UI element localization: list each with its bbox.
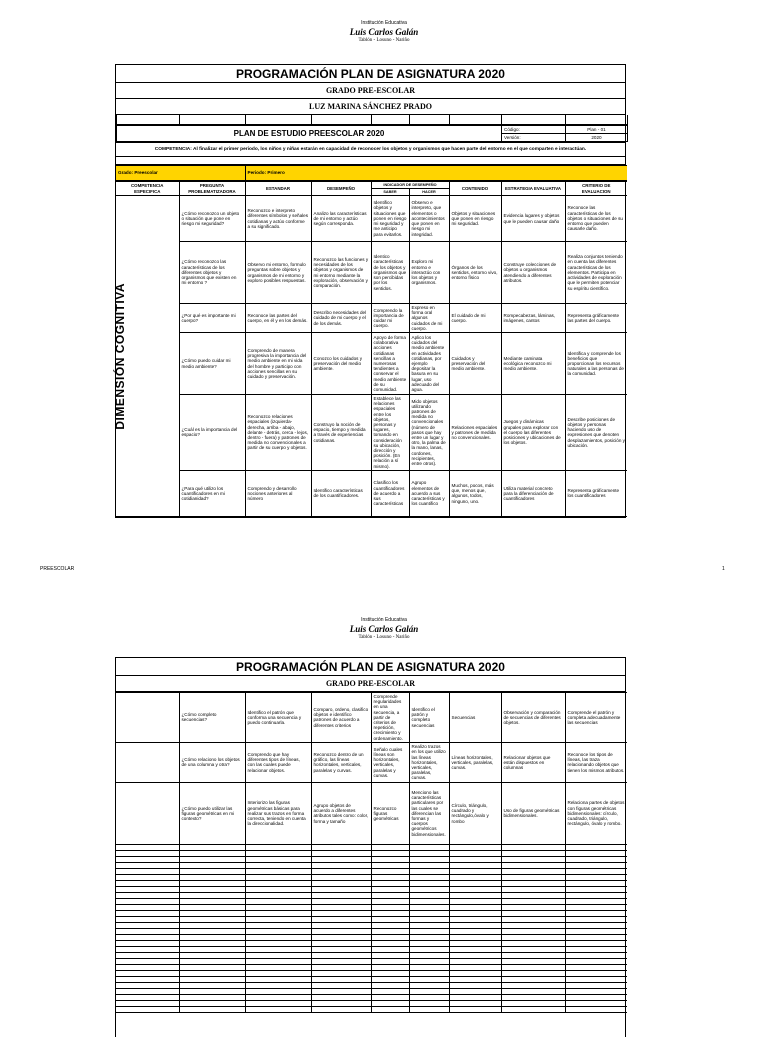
cell-criterio: Reconoce las características de los objetos o situaciones de su entorno que pueden causarle daño. bbox=[565, 196, 627, 242]
cell-pregunta: ¿Por qué es importante mi cuerpo? bbox=[179, 304, 245, 333]
cell-contenido: Objetos y situaciones que ponen en riesgo mi seguridad. bbox=[449, 196, 501, 242]
cell-estandar: Observo mi entorno, formulo preguntas sobre objetos y organismos de mi entorno y exploro posibles respuestas. bbox=[245, 242, 311, 304]
col-desempeno: DESEMPEÑO bbox=[311, 182, 371, 196]
cell-hacer: Agrupo elementos de acuerdo a sus características y los cuantifico bbox=[409, 470, 449, 516]
cell-criterio: Relaciona partes de objetos con figuras geométricas bidimensionales: círculo, cuadrado, triángulo, rectángulo, óvalo y rombo. bbox=[565, 782, 627, 844]
empty-cell bbox=[371, 1006, 409, 1012]
content-table-1 bbox=[113, 181, 627, 517]
cell-hacer: Mido objetos utilizando patrones de medida no convencionales (número de pasos que hay entre un lugar y otro, la palma de la mano, lanas, cordones, recipientes, entre otros). bbox=[409, 395, 449, 471]
cell-criterio: Reconoce los tipos de líneas, las traza relacionando objetos que tienen los mismos atributos. bbox=[565, 742, 627, 782]
plan-title: PLAN DE ESTUDIO PREESCOLAR 2020 bbox=[117, 126, 502, 142]
period-row bbox=[116, 165, 627, 181]
cell-estrategia: Juegos y dinámicas grupales para explorar con el cuerpo las diferentes posiciones y ubicaciones de los objetos. bbox=[501, 395, 565, 471]
empty-cell bbox=[311, 1006, 371, 1012]
cell-estrategia: Evidencia lugares y objetos que le pueden causar daño bbox=[501, 196, 565, 242]
col-estandar: ESTANDAR bbox=[245, 182, 311, 196]
cell-desempeno: Construyo la noción de espacio, tiempo y medida a través de experiencias cotidianas. bbox=[311, 395, 371, 471]
cell-contenido: Líneas horizontales, verticales, paralelas, curvas. bbox=[449, 742, 501, 782]
footer-left: PREESCOLAR bbox=[40, 566, 75, 572]
cell-pregunta: ¿Cómo reconozco un objeto o situación que pone en riesgo mi seguridad? bbox=[179, 196, 245, 242]
table-row bbox=[116, 304, 627, 333]
cell-pregunta: ¿Cuál es la importancia del espacio? bbox=[179, 395, 245, 471]
cell-desempeno: Describo necesidades del cuidado de mi cuerpo y el de los demás. bbox=[311, 304, 371, 333]
cell-estandar: Reconozco e interpreto diferentes símbolos y señales cotidianas y actúo conforme a su significado. bbox=[245, 196, 311, 242]
cell-saber: Comprendo la importancia de cuidar mi cuerpo. bbox=[371, 304, 409, 333]
cell-desempeno: Reconozco las funciones y necesidades de los objetos y organismos de mi entorno mediante la exploración, observación y comparación. bbox=[311, 242, 371, 304]
empty-cell bbox=[501, 1006, 565, 1012]
col-hacer: HACER bbox=[409, 189, 449, 196]
version-value: 2020 bbox=[566, 134, 628, 142]
cell-desempeno: Conozco los cuidados y preservación del medio ambiente. bbox=[311, 333, 371, 395]
empty-cell bbox=[245, 1006, 311, 1012]
cell-contenido: Círculo, triángulo, cuadrado y rectángulo,óvalo y rombo bbox=[449, 782, 501, 844]
school-location: Tablón - Losuno - Nariño bbox=[358, 635, 410, 640]
page-2 bbox=[0, 600, 768, 1024]
cell-competencia bbox=[116, 782, 179, 844]
cell-contenido: Órganos de los sentidos, entorno vivo, entorno físico bbox=[449, 242, 501, 304]
spacer-row bbox=[116, 115, 625, 125]
cell-pregunta: ¿Para qué utilizo los cuantificadores en mi cotidianidad? bbox=[179, 470, 245, 516]
empty-cell bbox=[116, 1006, 179, 1012]
institution-label: Institución Educativa bbox=[361, 20, 407, 26]
cell-estrategia: Uso de figuras geométricas bidimensionales. bbox=[501, 782, 565, 844]
cell-pregunta: ¿Cómo relaciono los objetos de una columna y otra? bbox=[179, 742, 245, 782]
cell-saber: Apoyo de forma colaborativa acciones cotidianas sencillas a numerosas tendientes a conservar el medio ambiente de su comunidad. bbox=[371, 333, 409, 395]
cell-pregunta: ¿Cómo puedo utilizar las figuras geométricas en mi contexto? bbox=[179, 782, 245, 844]
cell-competencia bbox=[116, 742, 179, 782]
col-indicadores: INDICADOR DE DESEMPEÑO bbox=[371, 182, 449, 189]
cell-saber: Reconozco figuras geométricas bbox=[371, 782, 409, 844]
cell-saber: Identifico objetos y situaciones que ponen en riesgo mi seguridad y me anticipo para evitarlos. bbox=[371, 196, 409, 242]
cell-hacer: Menciono las características particulares por las cuales se diferencian las formas y cuerpos geométricos bidimensionales. bbox=[409, 782, 449, 844]
cell-desempeno: Analizo las características de mi entorno y actúo según corresponda. bbox=[311, 196, 371, 242]
table-row bbox=[116, 333, 627, 395]
cell-criterio: Representa gráficamente los cuantificadores bbox=[565, 470, 627, 516]
cell-saber: Identico características de los objetos y organismos que son percibidas por los sentidos. bbox=[371, 242, 409, 304]
empty-row bbox=[116, 1006, 627, 1012]
footer-right: 1 bbox=[722, 566, 725, 572]
dimension-label: DIMENSIÓN COGNITIVA bbox=[113, 282, 127, 430]
cell-hacer: Observo e interpreto, que elementos o acontecimientos que ponen en riesgo mi integridad. bbox=[409, 196, 449, 242]
grade-title: GRADO PRE-ESCOLAR bbox=[116, 676, 625, 692]
cell-saber: Comprende regularidades en una secuencia, a partir de criterios de repetición, crecimiento y ordenamiento. bbox=[371, 693, 409, 743]
content-table-2 bbox=[116, 692, 627, 1013]
cell-competencia bbox=[116, 693, 179, 743]
cell-criterio: Identifica y comprende los beneficios que proporcionan los recursos naturales a las personas de la comunidad. bbox=[565, 333, 627, 395]
cell-pregunta: ¿Cómo reconozco las características de los diferentes objetos y organismos que existen en mi entorno ? bbox=[179, 242, 245, 304]
cell-hacer: Realizo trazos en los que utilizo las líneas horizontales, verticales, paralelas, curvas. bbox=[409, 742, 449, 782]
col-saber: SABER bbox=[371, 189, 409, 196]
cell-estandar: Reconozco relaciones espaciales (izquierda-derecha, arriba - abajo, delante - detrás, cerca - lejos, dentro - fuera) y patrones de medida no convencionales a partir de su cuerpo y objetos. bbox=[245, 395, 311, 471]
dimension-cell bbox=[113, 196, 179, 517]
table-row bbox=[116, 470, 627, 516]
table-row bbox=[116, 693, 627, 743]
cell-estrategia: Relacionar objetos que están dispuestos en columnas bbox=[501, 742, 565, 782]
cell-estrategia: Observación y comparación de secuencias de diferentes objetos. bbox=[501, 693, 565, 743]
plan-header-row bbox=[116, 125, 625, 143]
cell-criterio: Comprende el patrón y completa adecuadamente las secuencias bbox=[565, 693, 627, 743]
school-header bbox=[0, 20, 768, 43]
cell-estrategia: Construye colecciones de objetos u organismos atendiendo a diferentes atributos. bbox=[501, 242, 565, 304]
cell-hacer: Identifico el patrón y completo secuencias bbox=[409, 693, 449, 743]
cell-desempeno: Identifico características de los cuantificadores. bbox=[311, 470, 371, 516]
plan-table-1 bbox=[115, 64, 626, 518]
cell-hacer: Aplico los cuidados del medio ambiente en actividades cotidianas, por ejemplo depositar la basura en su lugar, uso adecuado del agua. bbox=[409, 333, 449, 395]
col-pregunta: PREGUNTA PROBLEMATIZADORA bbox=[179, 182, 245, 196]
periodo-label: Periodo: Primero bbox=[245, 166, 627, 181]
version-label: Versión: bbox=[502, 134, 566, 142]
cell-saber: Señalo cuales líneas son horizontales, verticales, paralelas y curvas. bbox=[371, 742, 409, 782]
cell-estrategia: Rompecabezas, láminas, imágenes, cantos bbox=[501, 304, 565, 333]
school-header-2 bbox=[0, 617, 768, 640]
grade-title: GRADO PRE-ESCOLAR bbox=[116, 83, 625, 99]
cell-criterio: Representa gráficamente las partes del cuerpo. bbox=[565, 304, 627, 333]
school-location: Tablón - Losuno - Nariño bbox=[358, 38, 410, 43]
cell-estrategia: Mediante caminata ecológica reconozco mi medio ambiente. bbox=[501, 333, 565, 395]
cell-estandar: Reconoce las partes del cuerpo, en él y en los demás. bbox=[245, 304, 311, 333]
grado-label: Grado: Preescolar bbox=[116, 166, 245, 181]
school-name: Luis Carlos Galán bbox=[349, 27, 419, 37]
cell-contenido: Muchos, pocos, más que, menos que, algunos, todos, ninguno, uno. bbox=[449, 470, 501, 516]
table-row bbox=[116, 196, 627, 242]
school-name: Luis Carlos Galán bbox=[349, 624, 419, 634]
cell-hacer: Exploro mi entorno e interactúo con los objetos y organismos. bbox=[409, 242, 449, 304]
program-title: PROGRAMACIÓN PLAN DE ASIGNATURA 2020 bbox=[116, 65, 625, 83]
cell-desempeno: Agrupo objetos de acuerdo a diferentes atributos tales como: color, forma y tamaño bbox=[311, 782, 371, 844]
cell-contenido: El cuidado de mi cuerpo. bbox=[449, 304, 501, 333]
cell-contenido: Secuencias bbox=[449, 693, 501, 743]
cell-criterio: Realiza conjuntos teniendo en cuenta las diferentes características de los elementos. Participa en actividades de exploración que le permiten potenciar su espíritu científico. bbox=[565, 242, 627, 304]
cell-estandar: Comprendo de manera progresiva la importancia del medio ambiente en mi vida del hombre y participo con acciones sencillas en su cuidado y preservación. bbox=[245, 333, 311, 395]
cell-contenido: Relaciones espaciales y patrones de medida no convencionales. bbox=[449, 395, 501, 471]
col-competencia: COMPETENCIA ESPECIFICA bbox=[116, 182, 179, 196]
spacer-row-2 bbox=[116, 157, 625, 165]
cell-estandar: Identifico el patrón que conforma una secuencia y puedo continuarla. bbox=[245, 693, 311, 743]
table-row bbox=[116, 742, 627, 782]
program-title: PROGRAMACIÓN PLAN DE ASIGNATURA 2020 bbox=[116, 658, 625, 676]
col-criterio: CRITERIO DE EVALUACION bbox=[565, 182, 627, 196]
cell-desempeno: Reconozco dentro de un gráfico, las líneas horizontales, verticales, paralelas y curvas. bbox=[311, 742, 371, 782]
cell-desempeno: Comparo, ordeno, clasifico objetos e identifico patrones de acuerdo a diferentes criterios bbox=[311, 693, 371, 743]
cell-contenido: Cuidados y preservación del medio ambiente. bbox=[449, 333, 501, 395]
col-estrategia: ESTRATEGIA EVALUATIVA bbox=[501, 182, 565, 196]
teacher-name: LUZ MARINA SÁNCHEZ PRADO bbox=[116, 99, 625, 115]
code-label: Código: bbox=[502, 126, 566, 134]
table-row bbox=[116, 782, 627, 844]
competencia-text: COMPETENCIA: Al finalizar el primer periodo, los niños y niñas estarán en capacidad de reconocer los objetos y organismos que hacen parte del entorno en el que comparten e interactúan. bbox=[116, 143, 625, 157]
code-value: Plan - 01 bbox=[566, 126, 628, 134]
cell-saber: Establece las relaciones espaciales entre los objetos, personas y lugares, tomando en consideración su ubicación, dirección y posición. (En relación a sí mismo). bbox=[371, 395, 409, 471]
cell-estandar: Comprendo y desarrollo nociones anteriores al número bbox=[245, 470, 311, 516]
table-row bbox=[116, 242, 627, 304]
empty-cell bbox=[409, 1006, 449, 1012]
cell-pregunta: ¿Cómo puedo cuidar mi medio ambiente? bbox=[179, 333, 245, 395]
institution-label: Institución Educativa bbox=[361, 617, 407, 623]
cell-pregunta: ¿Cómo completo secuencias? bbox=[179, 693, 245, 743]
cell-hacer: Expreso en forma oral algunos cuidados de mi cuerpo. bbox=[409, 304, 449, 333]
col-contenido: CONTENIDO bbox=[449, 182, 501, 196]
empty-cell bbox=[179, 1006, 245, 1012]
empty-cell bbox=[565, 1006, 627, 1012]
empty-cell bbox=[449, 1006, 501, 1012]
cell-saber: Clasifico los cuantificadores de acuerdo a sus características bbox=[371, 470, 409, 516]
table-row bbox=[116, 395, 627, 471]
cell-criterio: Describe posiciones de objetos y personas haciendo uso de expresiones que denoten desplazamientos, posición y ubicación. bbox=[565, 395, 627, 471]
cell-estrategia: Utiliza material concreto para la diferenciación de cuantificadores bbox=[501, 470, 565, 516]
cell-estandar: Comprendo que hay diferentes tipos de líneas, con las cuales puede relacionar objetos. bbox=[245, 742, 311, 782]
cell-estandar: Interiorizo las figuras geométricas básicas para realizar sus trazos en forma correcta, teniendo en cuenta la direccionalidad. bbox=[245, 782, 311, 844]
plan-table-2 bbox=[115, 657, 626, 1037]
